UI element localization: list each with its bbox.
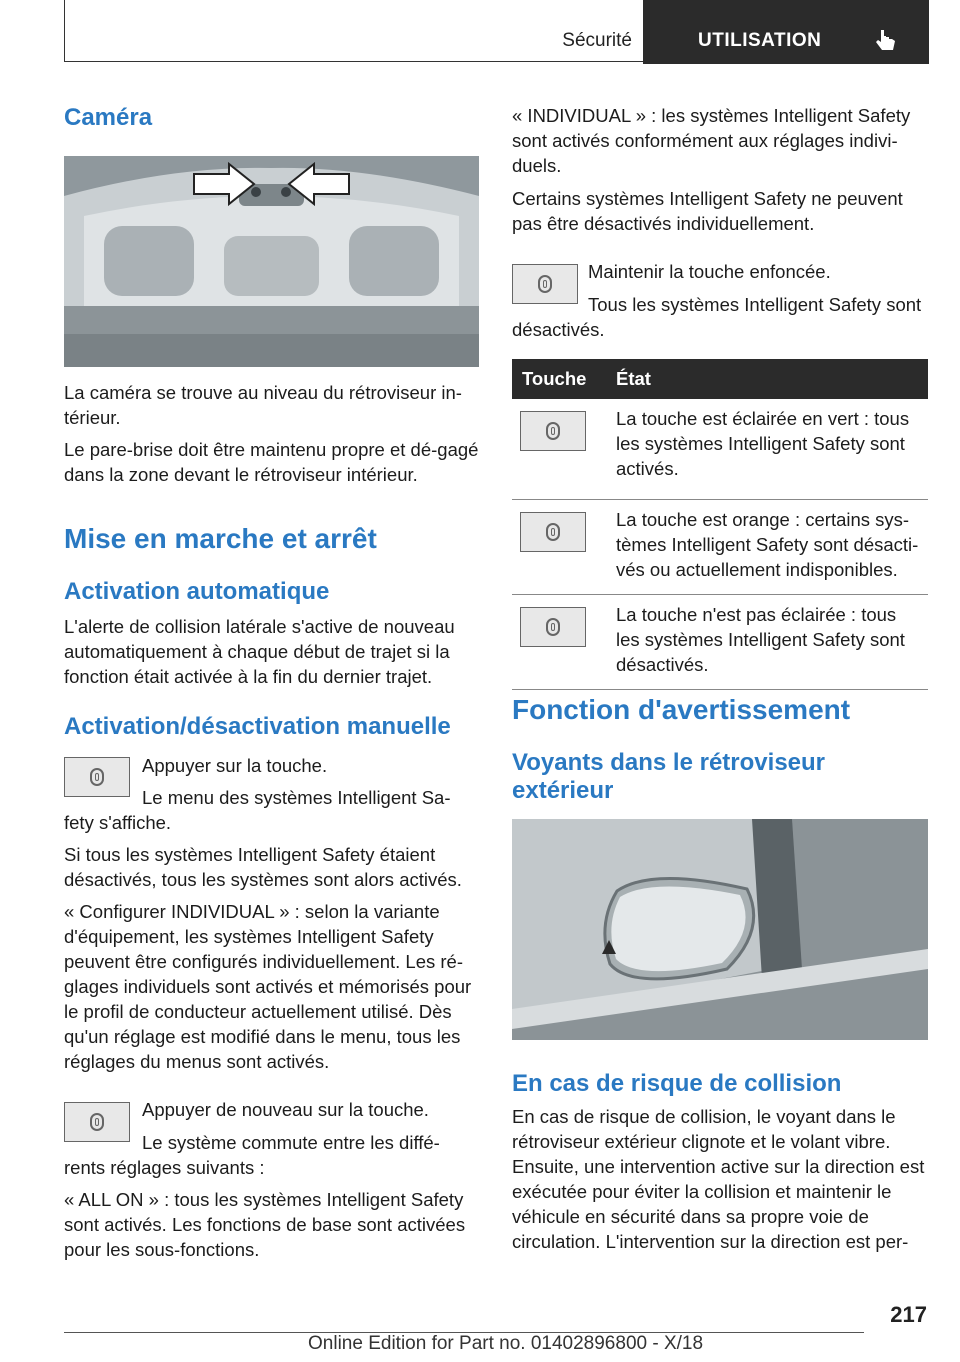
interior-camera-photo <box>64 156 479 367</box>
page-number: 217 <box>890 1302 927 1327</box>
camera-paragraph-1: La caméra se trouve au niveau du rétroviseur in-térieur. <box>64 382 462 428</box>
hold-step-2: Tous les systèmes Intelligent Safety sont désactivés. <box>512 294 922 340</box>
car-safety-icon <box>546 618 560 636</box>
camera-heading: Caméra <box>64 104 153 131</box>
manual-activation-heading: Activation/désactivation manuelle <box>64 713 451 740</box>
car-safety-icon <box>90 1113 104 1131</box>
car-safety-icon <box>538 275 552 293</box>
page-header <box>64 0 929 64</box>
table-row <box>512 399 928 500</box>
on-off-heading: Mise en marche et arrêt <box>64 523 377 554</box>
collision-risk-heading: En cas de risque de collision <box>512 1070 842 1097</box>
header-section-box <box>64 0 648 62</box>
table-cell-state: La touche est éclairée en vert : tous les systèmes Intelligent Safety sont activés. <box>606 399 928 500</box>
intelligent-safety-button-image <box>520 411 586 451</box>
table-row <box>512 595 928 690</box>
table-header-button: Touche <box>512 359 606 399</box>
manual-step-1b: Le menu des systèmes Intelligent Sa-fety s'affiche. <box>64 787 451 833</box>
table-cell-button <box>512 399 606 500</box>
hold-step: Maintenir la touche enfoncée. <box>588 261 831 282</box>
mirror-illustration <box>512 819 928 1040</box>
camera-paragraph-2: Le pare-brise doit être maintenu propre et dé-gagé dans la zone devant le rétroviseur intérieur. <box>64 439 479 485</box>
table-cell-state: La touche n'est pas éclairée : tous les systèmes Intelligent Safety sont désactivés. <box>606 595 928 690</box>
button-state-table <box>512 359 928 690</box>
intelligent-safety-button-image <box>520 512 586 552</box>
car-safety-icon <box>546 523 560 541</box>
auto-activation-paragraph: L'alerte de collision latérale s'active de nouveau automatiquement à chaque début de trajet si la fonction était activée à la fin du dernier trajet. <box>64 616 455 687</box>
table-header-state: État <box>606 359 928 399</box>
individual-paragraph-2: Certains systèmes Intelligent Safety ne peuvent pas être désactivés individuellement. <box>512 188 903 234</box>
car-safety-icon <box>90 768 104 786</box>
individual-paragraph: « INDIVIDUAL » : les systèmes Intelligent Safety sont activés conformément aux réglages indivi-duels. <box>512 105 911 176</box>
car-safety-icon <box>546 422 560 440</box>
footer-edition: Online Edition for Part no. 01402896800 - X/18 <box>308 1333 704 1354</box>
auto-activation-heading: Activation automatique <box>64 578 330 605</box>
manual-step-1: Appuyer sur la touche. <box>142 755 328 776</box>
manual-step-2: Appuyer de nouveau sur la touche. <box>142 1099 429 1120</box>
car-interior-illustration <box>64 156 479 367</box>
header-chapter-title: UTILISATION <box>698 30 822 51</box>
header-section-title: Sécurité <box>562 30 632 51</box>
table-cell-state: La touche est orange : certains sys-tèmes Intelligent Safety sont désacti-vés ou actuellement indisponibles. <box>606 500 928 595</box>
collision-paragraph: En cas de risque de collision, le voyant dans le rétroviseur extérieur clignote et le volant vibre. Ensuite, une intervention active sur la direction est exécutée pour éviter la collision et maintenir le véhicule en sécurité dans sa propre voie de circulation. L'intervention sur la direction est per- <box>512 1106 925 1252</box>
manual-paragraph-2: « Configurer INDIVIDUAL » : selon la variante d'équipement, les systèmes Intelligent Safety peuvent être configurés individuellement. Les ré-glages individuels sont activés et mémorisés pour le profil de conducteur actuellement utilisé. Dès qu'un réglage est modifié dans le menu, tous les réglages du menus sont activés. <box>64 901 472 1072</box>
manual-step-2b: Le système commute entre les diffé-rents réglages suivants : <box>64 1132 440 1178</box>
exterior-mirror-photo <box>512 819 928 1040</box>
manual-paragraph-1: Si tous les systèmes Intelligent Safety étaient désactivés, tous les systèmes sont alors activés. <box>64 844 462 890</box>
header-chapter-tab <box>643 0 929 64</box>
manual-paragraph-3: « ALL ON » : tous les systèmes Intelligent Safety sont activés. Les fonctions de base sont activées pour les sous-fonctions. <box>64 1189 466 1260</box>
table-cell-button <box>512 500 606 595</box>
table-cell-button <box>512 595 606 690</box>
mirror-lights-heading: Voyants dans le rétroviseur extérieur <box>512 749 826 804</box>
warning-function-heading: Fonction d'avertissement <box>512 694 851 725</box>
intelligent-safety-button-image <box>520 607 586 647</box>
table-row <box>512 500 928 595</box>
hand-pointer-icon <box>875 28 897 54</box>
